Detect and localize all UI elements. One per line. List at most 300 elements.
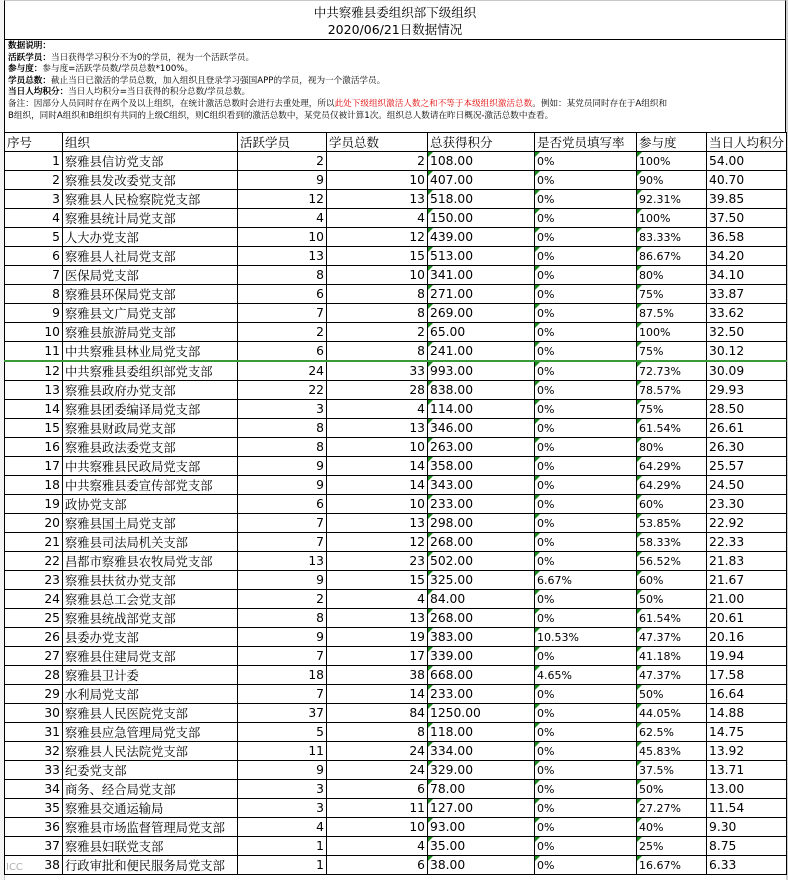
table-cell[interactable]: 昌都市察雅县农牧局党支部 (63, 552, 238, 571)
table-cell[interactable]: 407.00 (428, 171, 535, 190)
table-cell[interactable]: 4 (327, 590, 428, 609)
table-cell[interactable]: 8 (238, 419, 327, 438)
table-cell[interactable]: 35.00 (428, 837, 535, 856)
table-cell[interactable]: 察雅县统计局党支部 (63, 209, 238, 228)
table-cell[interactable]: 339.00 (428, 647, 535, 666)
table-cell[interactable]: 24 (327, 742, 428, 761)
table-cell[interactable]: 17.58 (707, 666, 787, 685)
table-cell[interactable]: 11.54 (707, 799, 787, 818)
header-cell[interactable]: 参与度 (637, 133, 707, 152)
table-cell[interactable]: 水利局党支部 (63, 685, 238, 704)
table-cell[interactable]: 241.00 (428, 342, 535, 362)
table-cell[interactable]: 5 (5, 228, 63, 247)
table-cell[interactable]: 21 (5, 533, 63, 552)
table-cell[interactable]: 358.00 (428, 457, 535, 476)
table-cell[interactable]: 383.00 (428, 628, 535, 647)
table-cell[interactable]: 12 (5, 361, 63, 381)
table-cell[interactable]: 0% (535, 209, 637, 228)
table-cell[interactable]: 8 (238, 609, 327, 628)
header-cell[interactable]: 当日人均积分 (707, 133, 787, 152)
table-cell[interactable]: 察雅县政法委党支部 (63, 438, 238, 457)
table-cell[interactable]: 668.00 (428, 666, 535, 685)
table-cell[interactable]: 4 (327, 400, 428, 419)
table-cell[interactable]: 2 (327, 323, 428, 342)
table-cell[interactable]: 0% (535, 400, 637, 419)
table-cell[interactable]: 39.85 (707, 190, 787, 209)
table-cell[interactable]: 78.57% (637, 381, 707, 400)
table-cell[interactable]: 0% (535, 647, 637, 666)
table-cell[interactable]: 8 (5, 285, 63, 304)
table-cell[interactable]: 26 (5, 628, 63, 647)
table-cell[interactable]: 行政审批和便民服务局党支部 (63, 856, 238, 875)
table-cell[interactable]: 21.83 (707, 552, 787, 571)
table-cell[interactable]: 341.00 (428, 266, 535, 285)
table-cell[interactable]: 28.50 (707, 400, 787, 419)
table-cell[interactable]: 0% (535, 723, 637, 742)
table-cell[interactable]: 察雅县妇联党支部 (63, 837, 238, 856)
table-cell[interactable]: 33.62 (707, 304, 787, 323)
table-cell[interactable]: 993.00 (428, 361, 535, 381)
table-cell[interactable]: 33.87 (707, 285, 787, 304)
table-cell[interactable]: 502.00 (428, 552, 535, 571)
table-cell[interactable]: 10 (327, 438, 428, 457)
table-cell[interactable]: 33 (327, 361, 428, 381)
table-cell[interactable]: 7 (5, 266, 63, 285)
table-cell[interactable]: 60% (637, 495, 707, 514)
table-cell[interactable]: 1250.00 (428, 704, 535, 723)
table-cell[interactable]: 87.5% (637, 304, 707, 323)
table-cell[interactable]: 114.00 (428, 400, 535, 419)
table-cell[interactable]: 7 (238, 647, 327, 666)
table-cell[interactable]: 察雅县信访党支部 (63, 152, 238, 171)
table-cell[interactable]: 0% (535, 228, 637, 247)
table-cell[interactable]: 62.5% (637, 723, 707, 742)
table-cell[interactable]: 513.00 (428, 247, 535, 266)
header-cell[interactable]: 序号 (5, 133, 63, 152)
table-cell[interactable]: 100% (637, 323, 707, 342)
table-cell[interactable]: 12 (327, 228, 428, 247)
table-cell[interactable]: 8 (327, 723, 428, 742)
table-cell[interactable]: 13 (327, 190, 428, 209)
table-cell[interactable]: 察雅县财政局党支部 (63, 419, 238, 438)
table-cell[interactable]: 20.61 (707, 609, 787, 628)
table-cell[interactable]: 0% (535, 285, 637, 304)
table-cell[interactable]: 0% (535, 247, 637, 266)
table-cell[interactable]: 3 (238, 400, 327, 419)
table-cell[interactable]: 37 (5, 837, 63, 856)
table-cell[interactable]: 2 (238, 152, 327, 171)
table-cell[interactable]: 29.93 (707, 381, 787, 400)
table-cell[interactable]: 13.00 (707, 780, 787, 799)
table-cell[interactable]: 0% (535, 685, 637, 704)
table-cell[interactable]: 61.54% (637, 419, 707, 438)
table-cell[interactable]: 5 (238, 723, 327, 742)
table-cell[interactable]: 75% (637, 285, 707, 304)
table-cell[interactable]: 29 (5, 685, 63, 704)
table-cell[interactable]: 24.50 (707, 476, 787, 495)
table-cell[interactable]: 518.00 (428, 190, 535, 209)
table-cell[interactable]: 0% (535, 342, 637, 362)
table-cell[interactable]: 325.00 (428, 571, 535, 590)
table-cell[interactable]: 0% (535, 361, 637, 381)
table-cell[interactable]: 50% (637, 780, 707, 799)
table-cell[interactable]: 0% (535, 837, 637, 856)
title-cell[interactable] (4, 0, 786, 40)
table-cell[interactable]: 28 (5, 666, 63, 685)
table-cell[interactable]: 4 (238, 209, 327, 228)
table-cell[interactable]: 38 (5, 856, 63, 875)
table-cell[interactable]: 10 (5, 323, 63, 342)
table-cell[interactable]: 4 (238, 818, 327, 837)
table-cell[interactable]: 11 (238, 742, 327, 761)
table-cell[interactable]: 38.00 (428, 856, 535, 875)
table-cell[interactable]: 27 (5, 647, 63, 666)
table-cell[interactable]: 察雅县发改委党支部 (63, 171, 238, 190)
table-cell[interactable]: 0% (535, 856, 637, 875)
table-cell[interactable]: 100% (637, 152, 707, 171)
table-cell[interactable]: 0% (535, 419, 637, 438)
table-cell[interactable]: 中共察雅县林业局党支部 (63, 342, 238, 362)
table-cell[interactable]: 8 (238, 266, 327, 285)
table-cell[interactable]: 19.94 (707, 647, 787, 666)
table-cell[interactable]: 25.57 (707, 457, 787, 476)
table-cell[interactable]: 439.00 (428, 228, 535, 247)
table-cell[interactable]: 1 (5, 152, 63, 171)
table-cell[interactable]: 44.05% (637, 704, 707, 723)
table-cell[interactable]: 33 (5, 761, 63, 780)
header-cell[interactable]: 是否党员填写率 (535, 133, 637, 152)
table-cell[interactable]: 23.30 (707, 495, 787, 514)
table-cell[interactable]: 35 (5, 799, 63, 818)
table-cell[interactable]: 9 (238, 571, 327, 590)
table-cell[interactable]: 8 (327, 342, 428, 362)
table-cell[interactable]: 3 (238, 799, 327, 818)
table-cell[interactable]: 10.53% (535, 628, 637, 647)
table-cell[interactable]: 263.00 (428, 438, 535, 457)
header-cell[interactable]: 总获得积分 (428, 133, 535, 152)
table-cell[interactable]: 0% (535, 590, 637, 609)
table-cell[interactable]: 36 (5, 818, 63, 837)
table-cell[interactable]: 7 (238, 304, 327, 323)
table-cell[interactable]: 3 (5, 190, 63, 209)
table-cell[interactable]: 100% (637, 209, 707, 228)
table-cell[interactable]: 26.61 (707, 419, 787, 438)
table-cell[interactable]: 92.31% (637, 190, 707, 209)
table-cell[interactable]: 47.37% (637, 666, 707, 685)
table-cell[interactable]: 6 (327, 780, 428, 799)
table-cell[interactable]: 10 (238, 228, 327, 247)
table-cell[interactable]: 41.18% (637, 647, 707, 666)
table-cell[interactable]: 17 (327, 647, 428, 666)
table-cell[interactable]: 24 (238, 361, 327, 381)
table-cell[interactable]: 察雅县旅游局党支部 (63, 323, 238, 342)
table-cell[interactable]: 1 (238, 856, 327, 875)
table-cell[interactable]: 纪委党支部 (63, 761, 238, 780)
table-cell[interactable]: 19 (5, 495, 63, 514)
table-cell[interactable]: 40% (637, 818, 707, 837)
table-cell[interactable]: 9 (238, 171, 327, 190)
table-cell[interactable]: 36.58 (707, 228, 787, 247)
table-cell[interactable]: 50% (637, 590, 707, 609)
table-cell[interactable]: 15 (327, 247, 428, 266)
table-cell[interactable]: 中共察雅县委宣传部党支部 (63, 476, 238, 495)
table-cell[interactable]: 1 (238, 837, 327, 856)
table-cell[interactable]: 23 (327, 552, 428, 571)
table-cell[interactable]: 24 (327, 761, 428, 780)
table-cell[interactable]: 53.85% (637, 514, 707, 533)
table-cell[interactable]: 20.16 (707, 628, 787, 647)
table-cell[interactable]: 80% (637, 438, 707, 457)
table-cell[interactable]: 2 (5, 171, 63, 190)
table-cell[interactable]: 75% (637, 342, 707, 362)
table-cell[interactable]: 61.54% (637, 609, 707, 628)
table-cell[interactable]: 0% (535, 266, 637, 285)
table-cell[interactable]: 80% (637, 266, 707, 285)
table-cell[interactable]: 8.75 (707, 837, 787, 856)
table-cell[interactable]: 34.20 (707, 247, 787, 266)
table-cell[interactable]: 14 (327, 457, 428, 476)
table-cell[interactable]: 察雅县市场监督管理局党支部 (63, 818, 238, 837)
table-cell[interactable]: 9 (238, 476, 327, 495)
table-cell[interactable]: 9 (238, 761, 327, 780)
table-cell[interactable]: 298.00 (428, 514, 535, 533)
table-cell[interactable]: 84.00 (428, 590, 535, 609)
table-cell[interactable]: 83.33% (637, 228, 707, 247)
table-cell[interactable]: 108.00 (428, 152, 535, 171)
table-cell[interactable]: 2 (327, 152, 428, 171)
table-cell[interactable]: 2 (238, 323, 327, 342)
table-cell[interactable]: 10 (327, 266, 428, 285)
table-cell[interactable]: 10 (327, 171, 428, 190)
table-cell[interactable]: 0% (535, 323, 637, 342)
table-cell[interactable]: 察雅县政府办党支部 (63, 381, 238, 400)
table-cell[interactable]: 0% (535, 381, 637, 400)
table-cell[interactable]: 22 (5, 552, 63, 571)
table-cell[interactable]: 54.00 (707, 152, 787, 171)
table-cell[interactable]: 0% (535, 495, 637, 514)
table-cell[interactable]: 察雅县总工会党支部 (63, 590, 238, 609)
table-cell[interactable]: 察雅县卫计委 (63, 666, 238, 685)
table-cell[interactable]: 察雅县应急管理局党支部 (63, 723, 238, 742)
table-cell[interactable]: 11 (327, 799, 428, 818)
table-cell[interactable]: 13 (327, 419, 428, 438)
table-cell[interactable]: 21.00 (707, 590, 787, 609)
table-cell[interactable]: 12 (238, 190, 327, 209)
table-cell[interactable]: 6 (327, 856, 428, 875)
table-cell[interactable]: 13.71 (707, 761, 787, 780)
table-cell[interactable]: 8 (238, 438, 327, 457)
table-cell[interactable]: 16.64 (707, 685, 787, 704)
table-cell[interactable]: 22.92 (707, 514, 787, 533)
table-cell[interactable]: 16.67% (637, 856, 707, 875)
table-cell[interactable]: 19 (327, 628, 428, 647)
table-cell[interactable]: 0% (535, 457, 637, 476)
table-cell[interactable]: 84 (327, 704, 428, 723)
table-cell[interactable]: 7 (238, 533, 327, 552)
table-cell[interactable]: 察雅县扶贫办党支部 (63, 571, 238, 590)
table-cell[interactable]: 30.12 (707, 342, 787, 362)
table-cell[interactable]: 0% (535, 152, 637, 171)
table-cell[interactable]: 0% (535, 742, 637, 761)
table-cell[interactable]: 14 (327, 685, 428, 704)
table-cell[interactable]: 0% (535, 552, 637, 571)
table-cell[interactable]: 78.00 (428, 780, 535, 799)
table-cell[interactable]: 察雅县文广局党支部 (63, 304, 238, 323)
table-cell[interactable]: 18 (238, 666, 327, 685)
table-cell[interactable]: 4 (327, 209, 428, 228)
table-cell[interactable]: 37 (238, 704, 327, 723)
table-cell[interactable]: 37.50 (707, 209, 787, 228)
table-cell[interactable]: 14 (5, 400, 63, 419)
table-cell[interactable]: 60% (637, 571, 707, 590)
table-cell[interactable]: 58.33% (637, 533, 707, 552)
table-cell[interactable]: 13 (5, 381, 63, 400)
table-cell[interactable]: 22.33 (707, 533, 787, 552)
header-cell[interactable]: 组织 (63, 133, 238, 152)
table-cell[interactable]: 察雅县统战部党支部 (63, 609, 238, 628)
table-cell[interactable]: 24 (5, 590, 63, 609)
table-cell[interactable]: 0% (535, 780, 637, 799)
table-cell[interactable]: 0% (535, 761, 637, 780)
table-cell[interactable]: 察雅县环保局党支部 (63, 285, 238, 304)
table-cell[interactable]: 8 (327, 304, 428, 323)
table-cell[interactable]: 45.83% (637, 742, 707, 761)
table-cell[interactable]: 64.29% (637, 476, 707, 495)
table-cell[interactable]: 65.00 (428, 323, 535, 342)
table-cell[interactable]: 6.67% (535, 571, 637, 590)
table-cell[interactable]: 察雅县人民法院党支部 (63, 742, 238, 761)
table-cell[interactable]: 86.67% (637, 247, 707, 266)
table-cell[interactable]: 30.09 (707, 361, 787, 381)
table-cell[interactable]: 13 (327, 514, 428, 533)
table-cell[interactable]: 13 (238, 552, 327, 571)
table-cell[interactable]: 0% (535, 304, 637, 323)
table-cell[interactable]: 人大办党支部 (63, 228, 238, 247)
table-cell[interactable]: 0% (535, 190, 637, 209)
table-cell[interactable]: 12 (327, 533, 428, 552)
table-cell[interactable]: 13 (238, 247, 327, 266)
table-cell[interactable]: 32.50 (707, 323, 787, 342)
table-cell[interactable]: 6 (238, 285, 327, 304)
table-cell[interactable]: 察雅县团委编译局党支部 (63, 400, 238, 419)
table-cell[interactable]: 9 (5, 304, 63, 323)
table-cell[interactable]: 233.00 (428, 685, 535, 704)
table-cell[interactable]: 25 (5, 609, 63, 628)
table-cell[interactable]: 察雅县交通运输局 (63, 799, 238, 818)
table-cell[interactable]: 察雅县人社局党支部 (63, 247, 238, 266)
table-cell[interactable]: 50% (637, 685, 707, 704)
table-cell[interactable]: 10 (327, 495, 428, 514)
table-cell[interactable]: 13 (327, 609, 428, 628)
table-cell[interactable]: 14.88 (707, 704, 787, 723)
table-cell[interactable]: 47.37% (637, 628, 707, 647)
table-cell[interactable]: 334.00 (428, 742, 535, 761)
table-cell[interactable]: 56.52% (637, 552, 707, 571)
table-cell[interactable]: 9 (238, 457, 327, 476)
header-cell[interactable]: 活跃学员 (238, 133, 327, 152)
table-cell[interactable]: 7 (238, 685, 327, 704)
table-cell[interactable]: 6.33 (707, 856, 787, 875)
table-cell[interactable]: 6 (238, 495, 327, 514)
table-cell[interactable]: 343.00 (428, 476, 535, 495)
table-cell[interactable]: 14.75 (707, 723, 787, 742)
table-cell[interactable]: 政协党支部 (63, 495, 238, 514)
table-cell[interactable]: 37.5% (637, 761, 707, 780)
table-cell[interactable]: 16 (5, 438, 63, 457)
table-cell[interactable]: 26.30 (707, 438, 787, 457)
table-cell[interactable]: 0% (535, 514, 637, 533)
notes-cell[interactable] (4, 40, 786, 132)
table-cell[interactable]: 县委办党支部 (63, 628, 238, 647)
table-cell[interactable]: 18 (5, 476, 63, 495)
table-cell[interactable]: 0% (535, 799, 637, 818)
table-cell[interactable]: 察雅县国土局党支部 (63, 514, 238, 533)
table-cell[interactable]: 0% (535, 476, 637, 495)
table-cell[interactable]: 15 (5, 419, 63, 438)
table-cell[interactable]: 9 (238, 628, 327, 647)
table-cell[interactable]: 233.00 (428, 495, 535, 514)
table-cell[interactable]: 346.00 (428, 419, 535, 438)
table-cell[interactable]: 医保局党支部 (63, 266, 238, 285)
table-cell[interactable]: 30 (5, 704, 63, 723)
table-cell[interactable]: 0% (535, 818, 637, 837)
table-cell[interactable]: 28 (327, 381, 428, 400)
table-cell[interactable]: 268.00 (428, 533, 535, 552)
header-cell[interactable]: 学员总数 (327, 133, 428, 152)
table-cell[interactable]: 23 (5, 571, 63, 590)
table-cell[interactable]: 32 (5, 742, 63, 761)
table-cell[interactable]: 72.73% (637, 361, 707, 381)
table-cell[interactable]: 20 (5, 514, 63, 533)
table-cell[interactable]: 34 (5, 780, 63, 799)
table-cell[interactable]: 察雅县人民医院党支部 (63, 704, 238, 723)
table-cell[interactable]: 0% (535, 533, 637, 552)
table-cell[interactable]: 2 (238, 590, 327, 609)
table-cell[interactable]: 中共察雅县民政局党支部 (63, 457, 238, 476)
table-cell[interactable]: 11 (5, 342, 63, 362)
table-cell[interactable]: 9.30 (707, 818, 787, 837)
table-cell[interactable]: 4.65% (535, 666, 637, 685)
table-cell[interactable]: 75% (637, 400, 707, 419)
table-cell[interactable]: 察雅县司法局机关支部 (63, 533, 238, 552)
table-cell[interactable]: 329.00 (428, 761, 535, 780)
table-cell[interactable]: 8 (327, 285, 428, 304)
table-cell[interactable]: 34.10 (707, 266, 787, 285)
table-cell[interactable]: 中共察雅县委组织部党支部 (63, 361, 238, 381)
table-cell[interactable]: 38 (327, 666, 428, 685)
table-cell[interactable]: 17 (5, 457, 63, 476)
table-cell[interactable]: 40.70 (707, 171, 787, 190)
table-cell[interactable]: 27.27% (637, 799, 707, 818)
table-cell[interactable]: 25% (637, 837, 707, 856)
table-cell[interactable]: 4 (327, 837, 428, 856)
table-cell[interactable]: 10 (327, 818, 428, 837)
table-cell[interactable]: 察雅县住建局党支部 (63, 647, 238, 666)
table-cell[interactable]: 93.00 (428, 818, 535, 837)
table-cell[interactable]: 22 (238, 381, 327, 400)
table-cell[interactable]: 14 (327, 476, 428, 495)
table-cell[interactable]: 838.00 (428, 381, 535, 400)
table-cell[interactable]: 127.00 (428, 799, 535, 818)
table-cell[interactable]: 31 (5, 723, 63, 742)
table-cell[interactable]: 15 (327, 571, 428, 590)
table-cell[interactable]: 13.92 (707, 742, 787, 761)
table-cell[interactable]: 90% (637, 171, 707, 190)
table-cell[interactable]: 0% (535, 704, 637, 723)
table-cell[interactable]: 21.67 (707, 571, 787, 590)
table-cell[interactable]: 150.00 (428, 209, 535, 228)
table-cell[interactable]: 6 (238, 342, 327, 362)
